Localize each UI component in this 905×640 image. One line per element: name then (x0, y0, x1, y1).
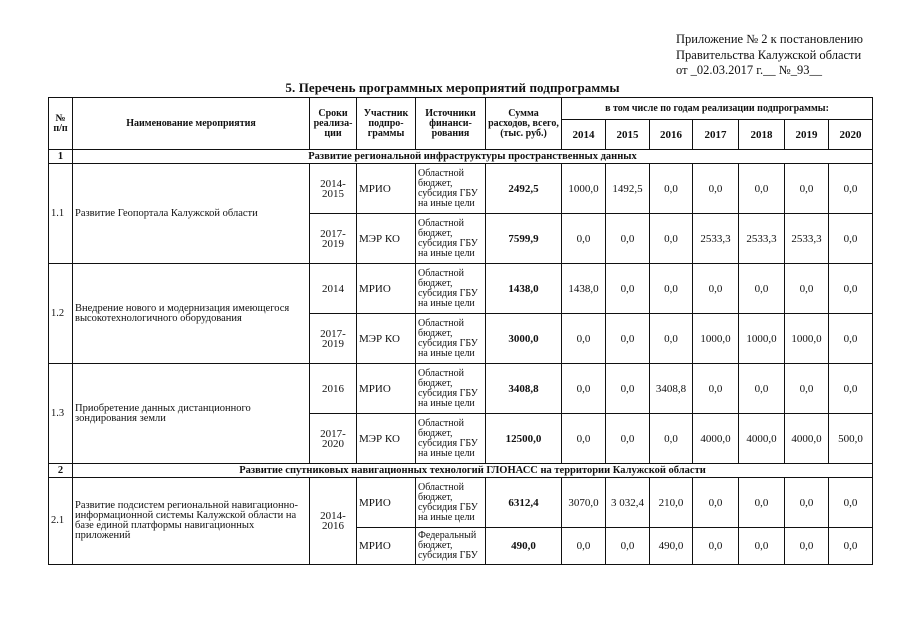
section-title: Развитие региональной инфраструктуры пространственных данных (73, 150, 873, 164)
table-row (49, 264, 873, 314)
header-line-1: Приложение № 2 к постановлению (676, 32, 863, 46)
funding-source: Областной бюджет, субсидия ГБУ на иные цели (416, 214, 486, 264)
year-value: 0,0 (606, 264, 650, 314)
document-header (676, 32, 891, 79)
col-header-source: Источники финанси-рования (416, 98, 486, 150)
year-value: 0,0 (829, 314, 873, 364)
year-value: 0,0 (829, 264, 873, 314)
year-value: 0,0 (562, 214, 606, 264)
section-number: 1 (49, 150, 73, 164)
activity-number: 1.3 (49, 364, 73, 464)
col-header-year: 2016 (650, 120, 693, 150)
year-value: 4000,0 (693, 414, 739, 464)
year-value: 1000,0 (739, 314, 785, 364)
year-value: 0,0 (785, 478, 829, 528)
total-sum: 1438,0 (486, 264, 562, 314)
year-value: 3 032,4 (606, 478, 650, 528)
activity-participant: МРИО (357, 264, 416, 314)
funding-source: Областной бюджет, субсидия ГБУ на иные цели (416, 264, 486, 314)
year-value: 0,0 (650, 264, 693, 314)
activity-number: 1.2 (49, 264, 73, 364)
header-line-2: Правительства Калужской области (676, 47, 862, 62)
year-value: 0,0 (562, 414, 606, 464)
year-value: 0,0 (829, 214, 873, 264)
year-value: 1000,0 (562, 164, 606, 214)
year-value: 0,0 (829, 528, 873, 565)
activity-term: 2017- 2020 (310, 414, 357, 464)
col-header-term: Сроки реализа-ции (310, 98, 357, 150)
col-header-year: 2014 (562, 120, 606, 150)
year-value: 0,0 (606, 314, 650, 364)
year-value: 0,0 (739, 264, 785, 314)
year-value: 1438,0 (562, 264, 606, 314)
year-value: 0,0 (650, 214, 693, 264)
col-header-name: Наименование мероприятия (73, 98, 310, 150)
year-value: 490,0 (650, 528, 693, 565)
table-row (49, 478, 873, 528)
activity-participant: МЭР КО (357, 414, 416, 464)
year-value: 0,0 (650, 164, 693, 214)
activity-name: Развитие подсистем региональной навигационно-информационной системы Калужской области на базе единой платформы навигационных приложений (73, 478, 310, 565)
col-header-year: 2015 (606, 120, 650, 150)
year-value: 0,0 (606, 528, 650, 565)
year-value: 1000,0 (693, 314, 739, 364)
year-value: 0,0 (739, 528, 785, 565)
activity-participant: МЭР КО (357, 214, 416, 264)
program-activities-table (48, 97, 873, 565)
section-number: 2 (49, 464, 73, 478)
year-value: 210,0 (650, 478, 693, 528)
year-value: 0,0 (693, 364, 739, 414)
funding-source: Областной бюджет, субсидия ГБУ на иные цели (416, 478, 486, 528)
table-row (49, 164, 873, 214)
year-value: 0,0 (739, 478, 785, 528)
activity-term: 2017- 2019 (310, 214, 357, 264)
activity-term: 2016 (310, 364, 357, 414)
year-value: 0,0 (650, 414, 693, 464)
activity-participant: МРИО (357, 364, 416, 414)
year-value: 4000,0 (785, 414, 829, 464)
col-header-years-group: в том числе по годам реализации подпрограммы: (562, 98, 873, 120)
year-value: 0,0 (650, 314, 693, 364)
activity-term: 2017- 2019 (310, 314, 357, 364)
funding-source: Областной бюджет, субсидия ГБУ на иные цели (416, 364, 486, 414)
year-value: 0,0 (606, 414, 650, 464)
funding-source: Областной бюджет, субсидия ГБУ на иные цели (416, 314, 486, 364)
total-sum: 490,0 (486, 528, 562, 565)
total-sum: 3408,8 (486, 364, 562, 414)
total-sum: 3000,0 (486, 314, 562, 364)
year-value: 500,0 (829, 414, 873, 464)
section-row (49, 150, 873, 164)
header-line-3: от _02.03.2017 г.__ №_93__ (676, 63, 822, 77)
activity-participant: МРИО (357, 164, 416, 214)
col-header-year: 2018 (739, 120, 785, 150)
total-sum: 6312,4 (486, 478, 562, 528)
year-value: 0,0 (739, 164, 785, 214)
col-header-participant: Участник подпро-граммы (357, 98, 416, 150)
document-title: 5. Перечень программных мероприятий подпрограммы (285, 80, 620, 95)
year-value: 0,0 (606, 364, 650, 414)
year-value: 0,0 (562, 528, 606, 565)
activity-participant: МРИО (357, 528, 416, 565)
year-value: 0,0 (693, 164, 739, 214)
year-value: 2533,3 (785, 214, 829, 264)
activity-name: Приобретение данных дистанционного зондирования земли (73, 364, 310, 464)
year-value: 0,0 (606, 214, 650, 264)
year-value: 0,0 (739, 364, 785, 414)
activity-number: 2.1 (49, 478, 73, 565)
col-header-num: № п/п (49, 98, 73, 150)
year-value: 0,0 (829, 478, 873, 528)
year-value: 0,0 (562, 364, 606, 414)
activity-participant: МРИО (357, 478, 416, 528)
year-value: 0,0 (829, 164, 873, 214)
year-value: 3070,0 (562, 478, 606, 528)
year-value: 4000,0 (739, 414, 785, 464)
activity-name: Внедрение нового и модернизация имеющегося высокотехнологичного оборудования (73, 264, 310, 364)
col-header-year: 2017 (693, 120, 739, 150)
table-row (49, 364, 873, 414)
year-value: 0,0 (785, 528, 829, 565)
year-value: 0,0 (693, 478, 739, 528)
year-value: 3408,8 (650, 364, 693, 414)
year-value: 0,0 (693, 264, 739, 314)
year-value: 0,0 (562, 314, 606, 364)
year-value: 2533,3 (739, 214, 785, 264)
activity-participant: МЭР КО (357, 314, 416, 364)
year-value: 1000,0 (785, 314, 829, 364)
section-title: Развитие спутниковых навигационных технологий ГЛОНАСС на территории Калужской области (73, 464, 873, 478)
year-value: 0,0 (785, 364, 829, 414)
year-value: 2533,3 (693, 214, 739, 264)
year-value: 0,0 (693, 528, 739, 565)
year-value: 0,0 (785, 264, 829, 314)
total-sum: 2492,5 (486, 164, 562, 214)
activity-term: 2014 (310, 264, 357, 314)
activity-name: Развитие Геопортала Калужской области (73, 164, 310, 264)
funding-source: Областной бюджет, субсидия ГБУ на иные цели (416, 414, 486, 464)
col-header-year: 2020 (829, 120, 873, 150)
section-row (49, 464, 873, 478)
total-sum: 12500,0 (486, 414, 562, 464)
funding-source: Федеральный бюджет, субсидия ГБУ (416, 528, 486, 565)
year-value: 1492,5 (606, 164, 650, 214)
year-value: 0,0 (785, 164, 829, 214)
activity-number: 1.1 (49, 164, 73, 264)
total-sum: 7599,9 (486, 214, 562, 264)
col-header-year: 2019 (785, 120, 829, 150)
table-body (49, 150, 873, 565)
activity-term: 2014- 2016 (310, 478, 357, 565)
col-header-sum: Сумма расходов, всего, (тыс. руб.) (486, 98, 562, 150)
year-value: 0,0 (829, 364, 873, 414)
funding-source: Областной бюджет, субсидия ГБУ на иные цели (416, 164, 486, 214)
activity-term: 2014- 2015 (310, 164, 357, 214)
